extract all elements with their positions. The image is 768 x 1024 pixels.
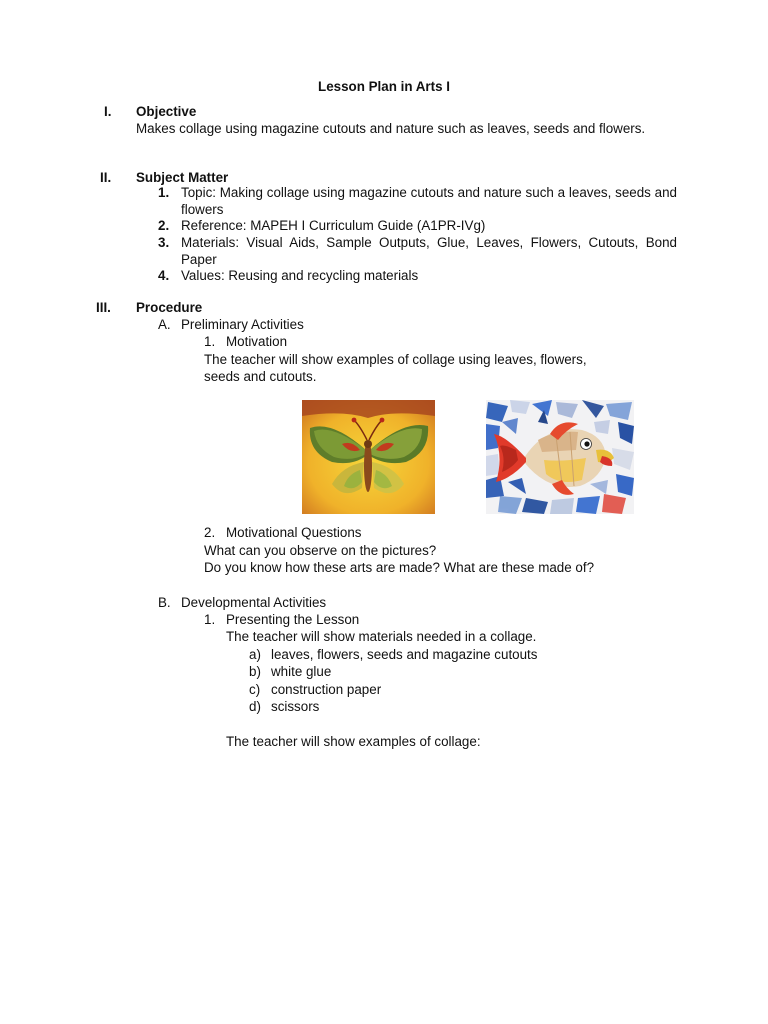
question-line: Do you know how these arts are made? What are these made of?	[204, 560, 595, 575]
material-text: construction paper	[271, 682, 382, 697]
question-line: What can you observe on the pictures?	[204, 543, 437, 558]
material-text: scissors	[271, 699, 320, 714]
butterfly-collage-image	[302, 400, 435, 514]
presenting-label: Presenting the Lesson	[226, 612, 360, 627]
presenting-number: 1.	[204, 612, 216, 627]
subject-item-number: 4.	[158, 268, 170, 283]
subject-item-number: 3.	[158, 235, 170, 250]
subject-item-text: Values: Reusing and recycling materials	[181, 268, 419, 283]
objective-numeral: I.	[104, 104, 112, 119]
butterfly-collage-illustration	[302, 400, 435, 514]
objective-text: Makes collage using magazine cutouts and nature such as leaves, seeds and flowers.	[136, 121, 646, 136]
objective-heading: Objective	[136, 104, 197, 119]
subject-matter-numeral: II.	[100, 170, 112, 185]
material-letter: d)	[249, 699, 261, 714]
questions-label: Motivational Questions	[226, 525, 362, 540]
presenting-outro: The teacher will show examples of collage:	[226, 734, 481, 749]
motivation-line: The teacher will show examples of collage using leaves, flowers,	[204, 352, 587, 367]
preliminary-letter: A.	[158, 317, 171, 332]
developmental-label: Developmental Activities	[181, 595, 327, 610]
material-text: white glue	[271, 664, 332, 679]
subject-item-number: 2.	[158, 218, 170, 233]
subject-matter-heading: Subject Matter	[136, 170, 229, 185]
material-letter: b)	[249, 664, 261, 679]
page-title: Lesson Plan in Arts I	[318, 79, 450, 94]
subject-item-number: 1.	[158, 185, 170, 200]
questions-number: 2.	[204, 525, 216, 540]
material-text: leaves, flowers, seeds and magazine cutouts	[271, 647, 538, 662]
motivation-label: Motivation	[226, 334, 288, 349]
subject-item-text: Reference: MAPEH I Curriculum Guide (A1PR-IVg)	[181, 218, 486, 233]
motivation-number: 1.	[204, 334, 216, 349]
subject-item-text: Topic: Making collage using magazine cutouts and nature such a leaves, seeds and flowers	[181, 185, 677, 217]
motivation-line: seeds and cutouts.	[204, 369, 317, 384]
procedure-heading: Procedure	[136, 300, 203, 315]
preliminary-label: Preliminary Activities	[181, 317, 304, 332]
presenting-intro: The teacher will show materials needed in a collage.	[226, 629, 537, 644]
fish-collage-illustration	[486, 400, 634, 514]
fish-collage-image	[486, 400, 634, 514]
developmental-letter: B.	[158, 595, 171, 610]
procedure-numeral: III.	[96, 300, 111, 315]
material-letter: c)	[249, 682, 261, 697]
subject-item-text: Materials: Visual Aids, Sample Outputs, Glue, Leaves, Flowers, Cutouts, Bond Paper	[181, 235, 677, 267]
material-letter: a)	[249, 647, 261, 662]
